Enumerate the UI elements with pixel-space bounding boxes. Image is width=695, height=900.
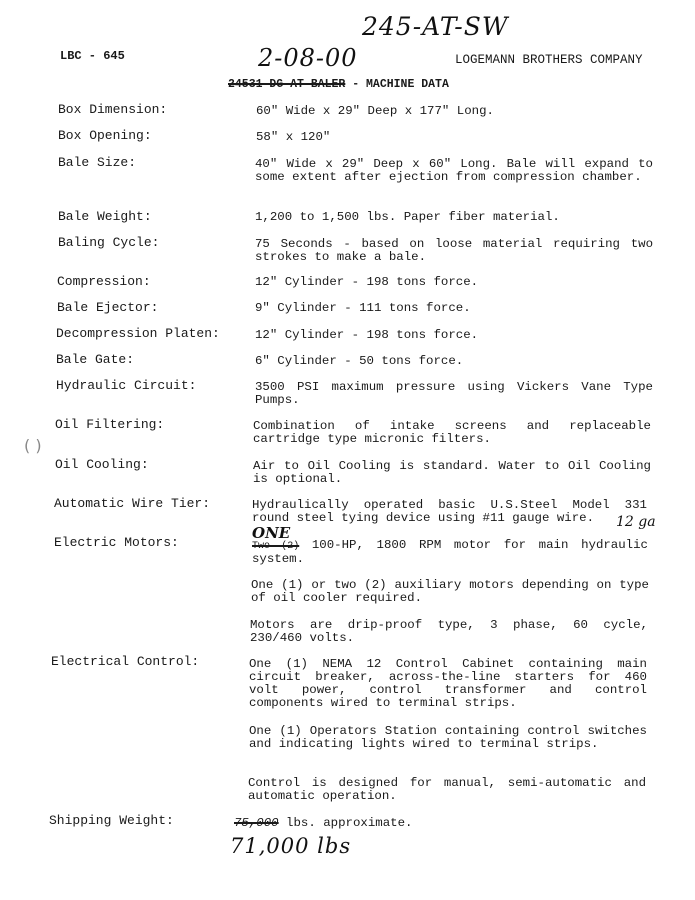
value-electric-motors-3: Motors are drip-proof type, 3 phase, 60 cycle, 230/460 volts. — [250, 618, 648, 645]
value-electrical-control: One (1) NEMA 12 Control Cabinet containing main circuit breaker, across-the-line starters for 460 volt power, control transformer and control components wired to terminal strips. — [249, 657, 647, 710]
value-bale-ejector: 9" Cylinder - 111 tons force. — [255, 301, 471, 315]
value-bale-weight: 1,200 to 1,500 lbs. Paper fiber material. — [255, 210, 560, 224]
shipping-weight-struck-text: 75,000 — [234, 816, 279, 830]
company-name: LOGEMANN BROTHERS COMPANY — [455, 53, 643, 67]
label-bale-size: Bale Size: — [58, 155, 137, 170]
label-bale-ejector: Bale Ejector: — [57, 300, 159, 315]
document-code: LBC - 645 — [60, 49, 125, 63]
document-subtitle — [228, 78, 449, 91]
label-compression: Compression: — [57, 274, 151, 289]
label-bale-weight: Bale Weight: — [58, 209, 152, 224]
value-decompression-platen: 12" Cylinder - 198 tons force. — [255, 328, 479, 342]
value-baling-cycle: 75 Seconds - based on loose material requiring two strokes to make a bale. — [255, 237, 653, 264]
value-oil-filtering: Combination of intake screens and replaceable cartridge type micronic filters. — [253, 419, 651, 446]
value-electrical-control-2: One (1) Operators Station containing control switches and indicating lights wired to terminal strips. — [249, 724, 647, 751]
handwritten-shipping-weight: 71,000 lbs — [230, 834, 352, 858]
value-box-opening: 58" x 120" — [256, 130, 331, 144]
value-automatic-wire-tier: Hydraulically operated basic U.S.Steel Model 331 round steel tying device using #11 gauge wire. — [252, 498, 647, 525]
margin-mark: ( ) — [24, 436, 42, 455]
value-bale-size: 40" Wide x 29" Deep x 60" Long. Bale will expand to some extent after ejection from compression chamber. — [255, 157, 653, 184]
value-electrical-control-3: Control is designed for manual, semi-automatic and automatic operation. — [248, 776, 646, 803]
subtitle-text: - MACHINE DATA — [345, 78, 449, 91]
value-box-dimension: 60" Wide x 29" Deep x 177" Long. — [256, 104, 494, 118]
handwritten-reference: 245-AT-SW — [362, 12, 509, 41]
electric-motors-text: 100-HP, 1800 RPM motor for main hydraulic system. — [252, 538, 648, 566]
label-electrical-control: Electrical Control: — [51, 654, 200, 669]
value-electric-motors-2: One (1) or two (2) auxiliary motors depending on type of oil cooler required. — [251, 578, 649, 605]
label-oil-filtering: Oil Filtering: — [55, 417, 165, 432]
label-electric-motors: Electric Motors: — [54, 535, 179, 550]
label-baling-cycle: Baling Cycle: — [58, 235, 160, 250]
handwritten-date: 2-08-00 — [258, 44, 358, 72]
shipping-weight-text: lbs. approximate. — [278, 816, 413, 830]
value-bale-gate: 6" Cylinder - 50 tons force. — [255, 354, 464, 368]
label-box-opening: Box Opening: — [58, 128, 152, 143]
value-shipping-weight — [234, 817, 632, 830]
label-hydraulic-circuit: Hydraulic Circuit: — [56, 378, 197, 393]
handwritten-wire-note: 12 ga — [616, 514, 656, 530]
label-automatic-wire-tier: Automatic Wire Tier: — [54, 496, 211, 511]
label-bale-gate: Bale Gate: — [56, 352, 135, 367]
value-compression: 12" Cylinder - 198 tons force. — [255, 275, 479, 289]
subtitle-struck-text: 24531-DG-AT BALER — [228, 78, 346, 91]
handwritten-motor-count: ONE — [252, 524, 291, 542]
label-box-dimension: Box Dimension: — [58, 102, 168, 117]
label-oil-cooling: Oil Cooling: — [55, 457, 149, 472]
label-decompression-platen: Decompression Platen: — [56, 326, 220, 341]
value-hydraulic-circuit: 3500 PSI maximum pressure using Vickers Vane Type Pumps. — [255, 380, 653, 407]
electric-motors-struck-text: Two (2) — [252, 541, 300, 552]
label-shipping-weight: Shipping Weight: — [49, 813, 174, 828]
value-electric-motors — [252, 539, 648, 566]
value-oil-cooling: Air to Oil Cooling is standard. Water to Oil Cooling is optional. — [253, 459, 651, 486]
